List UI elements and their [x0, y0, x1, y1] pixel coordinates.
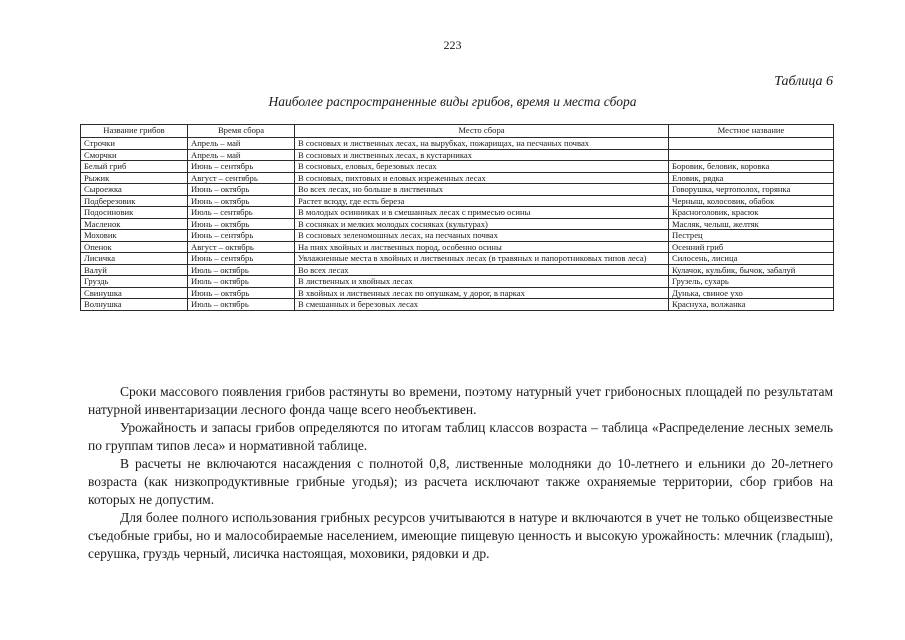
table-row [81, 149, 834, 161]
cell-local-name: Силосень, лисица [669, 253, 834, 265]
table-row [81, 276, 834, 288]
column-header-time: Время сбора [188, 125, 295, 138]
cell-place: В лиственных и хвойных лесах [295, 276, 669, 288]
table-row [81, 161, 834, 173]
cell-local-name: Масляк, челыш, желтяк [669, 218, 834, 230]
cell-local-name: Черныш, колосовик, обабок [669, 195, 834, 207]
cell-time: Июнь – октябрь [188, 184, 295, 196]
cell-local-name: Осенний гриб [669, 241, 834, 253]
cell-place: В сосновых, пихтовых и еловых изреженных лесах [295, 172, 669, 184]
table-row [81, 218, 834, 230]
table-row [81, 207, 834, 219]
cell-place: Растет всюду, где есть береза [295, 195, 669, 207]
cell-time: Июнь – октябрь [188, 287, 295, 299]
cell-name: Белый гриб [81, 161, 188, 173]
cell-name: Сморчки [81, 149, 188, 161]
cell-place: В молодых осинниках и в смешанных лесах с примесью осины [295, 207, 669, 219]
cell-time: Июль – октябрь [188, 264, 295, 276]
cell-local-name: Кулачок, кульбик, бычок, забалуй [669, 264, 834, 276]
cell-name: Моховик [81, 230, 188, 242]
cell-time: Апрель – май [188, 149, 295, 161]
mushroom-table [80, 124, 834, 311]
cell-time: Август – октябрь [188, 241, 295, 253]
cell-name: Свинушка [81, 287, 188, 299]
cell-name: Рыжик [81, 172, 188, 184]
table-header-row [81, 125, 834, 138]
table-title: Наиболее распространенные виды грибов, время и места сбора [268, 94, 637, 109]
cell-local-name [669, 149, 834, 161]
cell-name: Волнушка [81, 299, 188, 311]
table-row [81, 241, 834, 253]
column-header-local-name: Местное название [669, 125, 834, 138]
page-number: 223 [443, 38, 462, 52]
cell-place: Во всех лесах, но больше в лиственных [295, 184, 669, 196]
cell-local-name: Грузель, сухарь [669, 276, 834, 288]
cell-time: Август – сентябрь [188, 172, 295, 184]
table-row [81, 172, 834, 184]
column-header-name: Название грибов [81, 125, 188, 138]
cell-place: Во всех лесах [295, 264, 669, 276]
cell-place: На пнях хвойных и лиственных пород, особенно осины [295, 241, 669, 253]
cell-time: Июнь – октябрь [188, 218, 295, 230]
table-row [81, 138, 834, 150]
cell-place: В сосновых и лиственных лесах, в кустарниках [295, 149, 669, 161]
cell-place: Увлажненные места в хвойных и лиственных лесах (в травяных и папоротниковых типов леса) [295, 253, 669, 265]
table-row [81, 299, 834, 311]
table-row [81, 253, 834, 265]
cell-time: Июнь – сентябрь [188, 253, 295, 265]
cell-time: Июнь – октябрь [188, 195, 295, 207]
cell-place: В сосняках и мелких молодых сосняках (культурах) [295, 218, 669, 230]
cell-name: Подберезовик [81, 195, 188, 207]
body-text [88, 383, 833, 563]
cell-name: Опенок [81, 241, 188, 253]
body-paragraph: Урожайность и запасы грибов определяются по итогам таблиц классов возраста – таблица «Распределение лесных земель по группам типов леса» и нормативной таблице. [88, 420, 833, 453]
table-label: Таблица 6 [774, 74, 833, 89]
cell-local-name: Говорушка, чертополох, горянка [669, 184, 834, 196]
cell-place: В сосновых, еловых, березовых лесах [295, 161, 669, 173]
cell-name: Масленок [81, 218, 188, 230]
body-paragraph: Для более полного использования грибных ресурсов учитываются в натуре и включаются в учет не только общеизвестные съедобные грибы, но и малособираемые населением, имеющие пищевую ценность и высокую урожайность: млечник (гладыш), серушка, груздь черный, лисичка настоящая, моховики, рядовки и др. [88, 510, 833, 561]
table-row [81, 287, 834, 299]
cell-local-name: Еловик, рядка [669, 172, 834, 184]
column-header-place: Место сбора [295, 125, 669, 138]
cell-place: В сосновых и лиственных лесах, на вырубках, пожарищах, на песчаных почвах [295, 138, 669, 150]
table-row [81, 184, 834, 196]
body-paragraph: В расчеты не включаются насаждения с полнотой 0,8, лиственные молодняки до 10-летнего и ельники до 20-летнего возраста (как низкопродуктивные грибные угодья); из расчета исключают также охраняемые территории, сбор грибов на которых не допустим. [88, 456, 833, 507]
cell-local-name: Красноголовик, красюк [669, 207, 834, 219]
cell-local-name: Боровик, беловик, коровка [669, 161, 834, 173]
cell-name: Подосиновик [81, 207, 188, 219]
cell-name: Строчки [81, 138, 188, 150]
cell-place: В сосновых зеленомошных лесах, на песчаных почвах [295, 230, 669, 242]
cell-time: Июль – октябрь [188, 276, 295, 288]
cell-local-name: Пестрец [669, 230, 834, 242]
cell-local-name: Краснуха, волжанка [669, 299, 834, 311]
cell-name: Лисичка [81, 253, 188, 265]
table-row [81, 230, 834, 242]
cell-place: В смешанных и березовых лесах [295, 299, 669, 311]
table-row [81, 264, 834, 276]
table-body [81, 138, 834, 311]
cell-time: Июнь – сентябрь [188, 230, 295, 242]
cell-time: Апрель – май [188, 138, 295, 150]
table-row [81, 195, 834, 207]
cell-time: Июнь – сентябрь [188, 161, 295, 173]
cell-local-name: Дунька, свиное ухо [669, 287, 834, 299]
cell-local-name [669, 138, 834, 150]
cell-name: Груздь [81, 276, 188, 288]
cell-time: Июль – октябрь [188, 299, 295, 311]
cell-name: Сыроежка [81, 184, 188, 196]
cell-place: В хвойных и лиственных лесах по опушкам, у дорог, в парках [295, 287, 669, 299]
body-paragraph: Сроки массового появления грибов растянуты во времени, поэтому натурный учет грибоносных площадей по результатам натурной инвентаризации лесного фонда чаще всего необъективен. [88, 384, 833, 417]
cell-time: Июль – сентябрь [188, 207, 295, 219]
cell-name: Валуй [81, 264, 188, 276]
